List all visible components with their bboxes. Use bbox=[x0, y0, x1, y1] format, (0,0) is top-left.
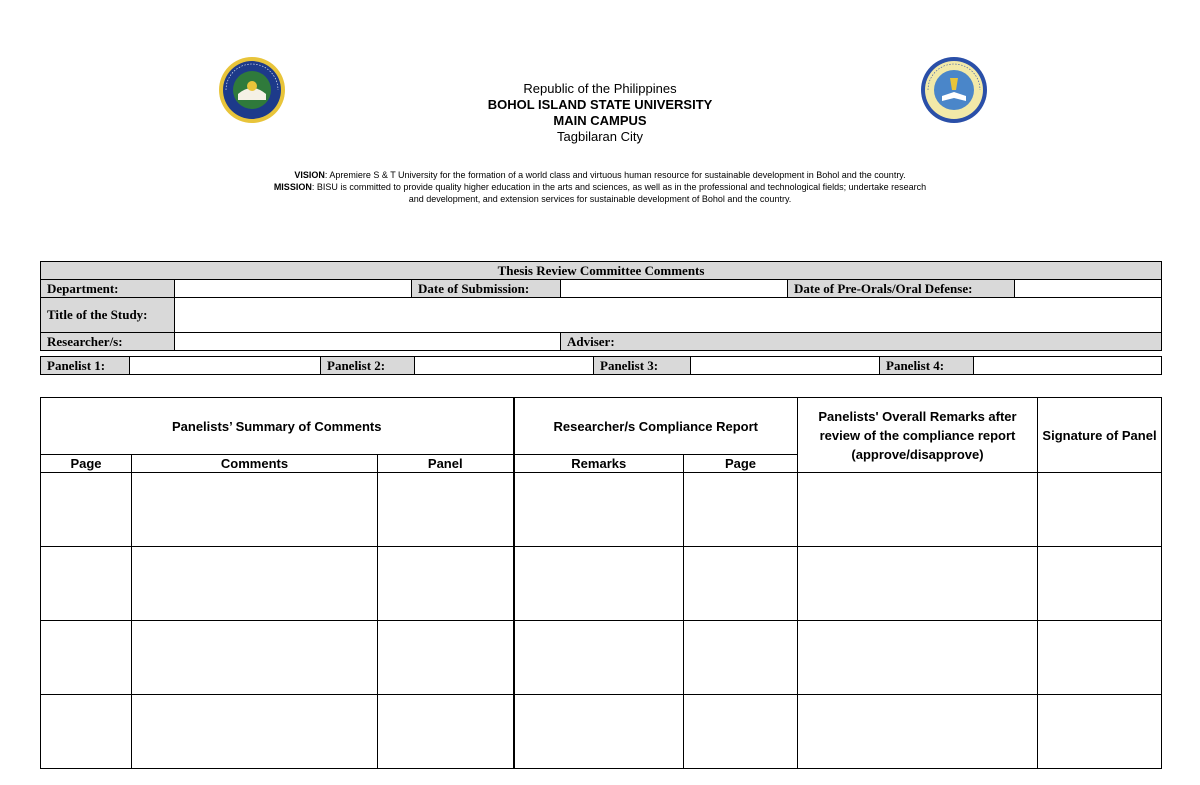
panelist-1-label: Panelist 1: bbox=[41, 357, 130, 375]
panelists-row bbox=[40, 356, 1162, 375]
cell[interactable] bbox=[1038, 621, 1162, 695]
cell[interactable] bbox=[798, 695, 1038, 769]
cell[interactable] bbox=[684, 695, 798, 769]
vision-mission bbox=[270, 169, 930, 205]
mission-statement bbox=[270, 181, 930, 205]
vision-statement bbox=[270, 169, 930, 181]
remarks-col-header: Remarks bbox=[514, 455, 684, 473]
overall-remarks-header: Panelists' Overall Remarks after review of the compliance report (approve/disapprove) bbox=[798, 398, 1038, 473]
republic-line: Republic of the Philippines bbox=[523, 81, 677, 96]
cell[interactable] bbox=[41, 547, 132, 621]
date-defense-field[interactable] bbox=[1015, 280, 1162, 298]
title-study-field[interactable] bbox=[175, 298, 1162, 333]
cell[interactable] bbox=[378, 695, 514, 769]
cell[interactable] bbox=[1038, 695, 1162, 769]
panelist-3-field[interactable] bbox=[691, 357, 880, 375]
table-row bbox=[41, 695, 1162, 769]
panelist-4-field[interactable] bbox=[974, 357, 1162, 375]
cell[interactable] bbox=[132, 695, 378, 769]
cell[interactable] bbox=[378, 547, 514, 621]
cell[interactable] bbox=[514, 621, 684, 695]
date-submission-label: Date of Submission: bbox=[412, 280, 561, 298]
cell[interactable] bbox=[41, 621, 132, 695]
cell[interactable] bbox=[684, 473, 798, 547]
cell[interactable] bbox=[41, 695, 132, 769]
cell[interactable] bbox=[514, 695, 684, 769]
document-header bbox=[0, 81, 1200, 145]
compliance-report-header: Researcher/s Compliance Report bbox=[514, 398, 798, 455]
mission-label: MISSION bbox=[273, 182, 312, 192]
vision-text: : Apremiere S & T University for the formation of a world class and virtuous human resource for sustainable development in Bohol and the country. bbox=[324, 170, 906, 180]
cell[interactable] bbox=[1038, 473, 1162, 547]
cell[interactable] bbox=[132, 473, 378, 547]
page2-col-header: Page bbox=[684, 455, 798, 473]
cell[interactable] bbox=[798, 621, 1038, 695]
cell[interactable] bbox=[378, 473, 514, 547]
researchers-label: Researcher/s: bbox=[41, 333, 175, 351]
title-study-label: Title of the Study: bbox=[41, 298, 175, 333]
city-name: Tagbilaran City bbox=[557, 129, 643, 144]
campus-name: MAIN CAMPUS bbox=[553, 113, 647, 128]
cell[interactable] bbox=[798, 547, 1038, 621]
table-row bbox=[41, 547, 1162, 621]
panelist-1-field[interactable] bbox=[130, 357, 321, 375]
panelist-2-field[interactable] bbox=[415, 357, 594, 375]
comments-table bbox=[40, 397, 1162, 769]
cell[interactable] bbox=[514, 547, 684, 621]
researchers-field[interactable] bbox=[175, 333, 561, 351]
thesis-info-form bbox=[40, 261, 1162, 351]
table-row bbox=[41, 473, 1162, 547]
panelist-4-label: Panelist 4: bbox=[880, 357, 974, 375]
cell[interactable] bbox=[798, 473, 1038, 547]
department-label: Department: bbox=[41, 280, 175, 298]
cell[interactable] bbox=[132, 621, 378, 695]
university-name: BOHOL ISLAND STATE UNIVERSITY bbox=[487, 97, 713, 112]
signature-header: Signature of Panel bbox=[1038, 398, 1162, 473]
department-field[interactable] bbox=[175, 280, 412, 298]
vision-label: VISION bbox=[294, 170, 325, 180]
cell[interactable] bbox=[41, 473, 132, 547]
mission-text: : BISU is committed to provide quality higher education in the arts and sciences, as well as in the professional and technological fields; undertake research and development, and extension services for sustainable development of Bohol and the country. bbox=[311, 182, 927, 204]
date-submission-field[interactable] bbox=[561, 280, 788, 298]
adviser-field[interactable]: Adviser: bbox=[561, 333, 1162, 351]
cell[interactable] bbox=[684, 547, 798, 621]
date-defense-label: Date of Pre-Orals/Oral Defense: bbox=[788, 280, 1015, 298]
form-title: Thesis Review Committee Comments bbox=[41, 262, 1162, 280]
summary-comments-header: Panelists’ Summary of Comments bbox=[41, 398, 514, 455]
cell[interactable] bbox=[1038, 547, 1162, 621]
cell[interactable] bbox=[684, 621, 798, 695]
table-row bbox=[41, 621, 1162, 695]
cell[interactable] bbox=[132, 547, 378, 621]
panelist-2-label: Panelist 2: bbox=[321, 357, 415, 375]
cell[interactable] bbox=[514, 473, 684, 547]
page-col-header: Page bbox=[41, 455, 132, 473]
panelist-3-label: Panelist 3: bbox=[594, 357, 691, 375]
comments-col-header: Comments bbox=[132, 455, 378, 473]
panel-col-header: Panel bbox=[378, 455, 514, 473]
cell[interactable] bbox=[378, 621, 514, 695]
